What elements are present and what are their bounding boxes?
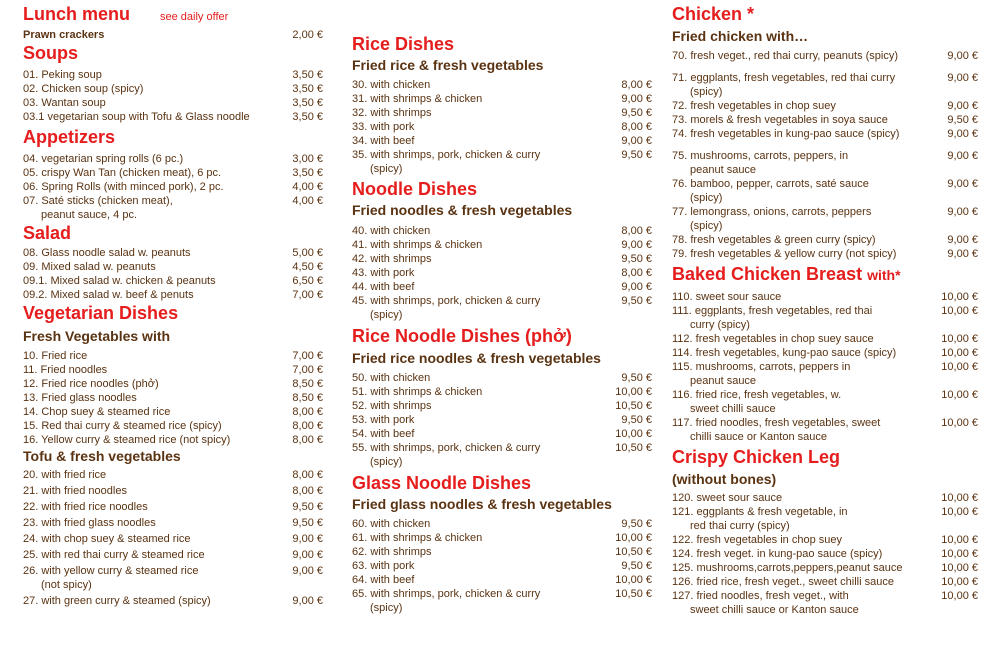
chicken-subheading: Fried chicken with… xyxy=(672,28,809,44)
rice-noodle-item-list xyxy=(352,371,652,469)
menu-item-name: 31. with shrimps & chicken xyxy=(352,93,483,105)
rice-item-list xyxy=(352,78,652,176)
menu-item-price: 7,00 € xyxy=(292,364,323,376)
menu-item xyxy=(672,332,978,346)
menu-item-name-continued: sweet chilli sauce or Kanton sauce xyxy=(690,604,859,616)
menu-item-name: 03. Wantan soup xyxy=(23,97,106,109)
menu-item xyxy=(23,28,323,42)
menu-item-price: 3,50 € xyxy=(292,111,323,123)
menu-item-name: 25. with red thai curry & steamed rice xyxy=(23,549,205,561)
menu-item xyxy=(23,96,323,110)
menu-item-price: 10,00 € xyxy=(941,534,978,546)
menu-item xyxy=(23,68,323,82)
menu-item-name: 32. with shrimps xyxy=(352,107,432,119)
menu-item xyxy=(352,531,652,545)
appetizer-item-list xyxy=(23,152,323,222)
menu-item-price: 10,00 € xyxy=(941,361,978,373)
baked-chicken-breast-heading xyxy=(672,263,978,286)
menu-item xyxy=(352,92,652,106)
menu-item-name: 08. Glass noodle salad w. peanuts xyxy=(23,247,191,259)
menu-item-price: 8,00 € xyxy=(292,420,323,432)
menu-item-name: 125. mushrooms,carrots,peppers,peanut sauce xyxy=(672,562,903,574)
section-title-suffix: with* xyxy=(867,267,901,283)
menu-item-name: 76. bamboo, pepper, carrots, saté sauce (spicy) xyxy=(672,177,934,205)
menu-item xyxy=(352,120,652,134)
menu-item-name: 50. with chicken xyxy=(352,372,431,384)
menu-item-name: 122. fresh vegetables in chop suey xyxy=(672,534,843,546)
noodle-dishes-heading: Noodle Dishes xyxy=(352,179,478,199)
menu-item-price: 9,00 € xyxy=(947,50,978,62)
lunch-item-list xyxy=(23,28,323,42)
menu-item xyxy=(352,399,652,413)
tofu-item-list xyxy=(23,468,323,608)
menu-item-price: 9,00 € xyxy=(292,533,323,545)
menu-item-price: 9,50 € xyxy=(621,372,652,384)
menu-item-name-continued: peanut sauce, 4 pc. xyxy=(41,209,138,221)
menu-item-name: 04. vegetarian spring rolls (6 pc.) xyxy=(23,153,184,165)
menu-item-name: Prawn crackers xyxy=(23,29,105,41)
menu-item-name: 60. with chicken xyxy=(352,518,431,530)
menu-item-name: 126. fried rice, fresh veget., sweet chilli sauce xyxy=(672,576,894,588)
menu-item-name: 11. Fried noodles xyxy=(23,364,108,376)
menu-item xyxy=(23,274,323,288)
menu-item-price: 8,00 € xyxy=(621,79,652,91)
menu-item-name: 09.1. Mixed salad w. chicken & peanuts xyxy=(23,275,216,287)
menu-item-price: 9,00 € xyxy=(621,281,652,293)
menu-item-price: 8,00 € xyxy=(621,225,652,237)
menu-item xyxy=(672,547,978,561)
menu-item-price: 9,50 € xyxy=(621,414,652,426)
chicken-item-list xyxy=(672,49,978,261)
menu-item-price: 8,00 € xyxy=(292,406,323,418)
menu-item-name: 21. with fried noodles xyxy=(23,485,127,497)
menu-item-name: 124. fresh veget. in kung-pao sauce (spicy) xyxy=(672,548,883,560)
menu-item-price: 10,00 € xyxy=(615,428,652,440)
menu-item-name: 27. with green curry & steamed (spicy) xyxy=(23,595,211,607)
menu-item-price: 9,00 € xyxy=(947,248,978,260)
menu-item-name: 01. Peking soup xyxy=(23,69,102,81)
menu-item-price: 8,50 € xyxy=(292,378,323,390)
menu-item xyxy=(672,388,978,416)
menu-item-name: 115. mushrooms, carrots, peppers in peanut sauce xyxy=(672,360,934,388)
menu-item-name: 65. with shrimps, pork, chicken & curry (spicy) xyxy=(352,587,608,615)
menu-item-name: 22. with fried rice noodles xyxy=(23,501,148,513)
menu-item-name: 14. Chop suey & steamed rice xyxy=(23,406,171,418)
menu-item-name: 114. fresh vegetables, kung-pao sauce (spicy) xyxy=(672,347,897,359)
menu-item xyxy=(672,589,978,617)
menu-item-price: 9,50 € xyxy=(292,517,323,529)
menu-item-name-continued: (spicy) xyxy=(690,220,723,232)
menu-item xyxy=(672,561,978,575)
menu-item xyxy=(23,82,323,96)
menu-item-name: 35. with shrimps, pork, chicken & curry (spicy) xyxy=(352,148,608,176)
menu-item-price: 4,50 € xyxy=(292,261,323,273)
menu-item-price: 9,50 € xyxy=(292,501,323,513)
menu-item xyxy=(672,127,978,141)
menu-item-name-continued: red thai curry (spicy) xyxy=(690,520,790,532)
menu-item-price: 9,00 € xyxy=(292,549,323,561)
menu-item xyxy=(23,548,323,562)
menu-item-name: 71. eggplants, fresh vegetables, red thai curry (spicy) xyxy=(672,71,934,99)
menu-item xyxy=(23,152,323,166)
menu-item-name: 120. sweet sour sauce xyxy=(672,492,783,504)
menu-item-name: 112. fresh vegetables in chop suey sauce xyxy=(672,333,874,345)
menu-item-price: 10,00 € xyxy=(941,492,978,504)
salad-item-list xyxy=(23,246,323,302)
menu-item-price: 9,00 € xyxy=(947,72,978,84)
menu-item-price: 10,50 € xyxy=(615,588,652,600)
menu-item-name: 52. with shrimps xyxy=(352,400,432,412)
crispy-chicken-leg-subheading: (without bones) xyxy=(672,471,777,487)
menu-item xyxy=(23,349,323,363)
soups-heading: Soups xyxy=(23,43,79,63)
menu-item-price: 9,00 € xyxy=(947,100,978,112)
menu-item-name: 45. with shrimps, pork, chicken & curry (spicy) xyxy=(352,294,608,322)
menu-item xyxy=(23,433,323,447)
menu-item xyxy=(672,99,978,113)
menu-item-price: 10,00 € xyxy=(941,548,978,560)
menu-item xyxy=(23,180,323,194)
menu-item-name: 13. Fried glass noodles xyxy=(23,392,137,404)
menu-item-price: 9,50 € xyxy=(621,149,652,161)
menu-item-price: 5,00 € xyxy=(292,247,323,259)
menu-item-name: 127. fried noodles, fresh veget., with sweet chilli sauce or Kanton sauce xyxy=(672,589,934,617)
menu-item-price: 3,00 € xyxy=(292,153,323,165)
menu-item xyxy=(672,416,978,444)
menu-item-name: 74. fresh vegetables in kung-pao sauce (spicy) xyxy=(672,128,900,140)
menu-item-name-continued: peanut sauce xyxy=(690,375,757,387)
glass-noodle-item-list xyxy=(352,517,652,615)
menu-column-1 xyxy=(23,0,323,608)
menu-item-price: 9,00 € xyxy=(947,128,978,140)
section-title: Baked Chicken Breast xyxy=(672,264,863,284)
rice-dishes-heading: Rice Dishes xyxy=(352,34,455,54)
menu-item xyxy=(23,516,323,530)
menu-item-name-continued: (spicy) xyxy=(690,86,723,98)
menu-item-price: 3,50 € xyxy=(292,167,323,179)
vegetarian-item-list xyxy=(23,349,323,447)
menu-item-name: 53. with pork xyxy=(352,414,415,426)
menu-item xyxy=(352,413,652,427)
menu-item-price: 8,50 € xyxy=(292,392,323,404)
menu-item-name: 79. fresh vegetables & yellow curry (not spicy) xyxy=(672,248,897,260)
crispy-chicken-leg-heading: Crispy Chicken Leg xyxy=(672,447,841,467)
menu-item-name: 116. fried rice, fresh vegetables, w. sweet chilli sauce xyxy=(672,388,934,416)
menu-item xyxy=(23,500,323,514)
menu-item xyxy=(672,247,978,261)
menu-item xyxy=(352,559,652,573)
menu-item-name: 10. Fried rice xyxy=(23,350,88,362)
menu-item xyxy=(23,363,323,377)
menu-item-price: 10,00 € xyxy=(615,532,652,544)
section-title: Lunch menu xyxy=(23,4,130,24)
menu-item-name: 111. eggplants, fresh vegetables, red thai curry (spicy) xyxy=(672,304,934,332)
menu-item-price: 3,50 € xyxy=(292,69,323,81)
tofu-subheading: Tofu & fresh vegetables xyxy=(23,448,181,464)
crispy-chicken-leg-item-list xyxy=(672,491,978,617)
menu-item-name: 63. with pork xyxy=(352,560,415,572)
chicken-heading: Chicken * xyxy=(672,4,755,24)
menu-item-name: 43. with pork xyxy=(352,267,415,279)
menu-item-price: 9,00 € xyxy=(621,239,652,251)
menu-item-price: 10,00 € xyxy=(941,576,978,588)
menu-item-price: 8,00 € xyxy=(292,485,323,497)
menu-item xyxy=(672,113,978,127)
menu-item xyxy=(352,148,652,176)
menu-item-name: 16. Yellow curry & steamed rice (not spicy) xyxy=(23,434,231,446)
menu-item-price: 9,50 € xyxy=(947,114,978,126)
vegetarian-subheading: Fresh Vegetables with xyxy=(23,328,171,344)
menu-item xyxy=(672,290,978,304)
menu-item xyxy=(352,587,652,615)
menu-item-name: 24. with chop suey & steamed rice xyxy=(23,533,191,545)
menu-item xyxy=(23,288,323,302)
menu-item-price: 9,50 € xyxy=(621,560,652,572)
menu-item xyxy=(672,533,978,547)
menu-item xyxy=(23,260,323,274)
menu-item xyxy=(352,573,652,587)
menu-item-name: 09.2. Mixed salad w. beef & penuts xyxy=(23,289,194,301)
glass-noodle-heading: Glass Noodle Dishes xyxy=(352,473,532,493)
menu-item-price: 10,00 € xyxy=(941,506,978,518)
menu-item xyxy=(672,233,978,247)
menu-item-name: 117. fried noodles, fresh vegetables, sweet chilli sauce or Kanton sauce xyxy=(672,416,934,444)
menu-item-price: 9,00 € xyxy=(292,595,323,607)
menu-item-price: 2,00 € xyxy=(292,29,323,41)
menu-item xyxy=(352,371,652,385)
rice-noodle-heading: Rice Noodle Dishes (phở) xyxy=(352,326,572,346)
menu-item xyxy=(352,427,652,441)
lunch-menu-heading xyxy=(23,3,323,28)
menu-item-name: 55. with shrimps, pork, chicken & curry (spicy) xyxy=(352,441,608,469)
menu-item-price: 10,50 € xyxy=(615,400,652,412)
baked-chicken-breast-item-list xyxy=(672,290,978,444)
menu-item-name: 02. Chicken soup (spicy) xyxy=(23,83,144,95)
menu-item-price: 9,50 € xyxy=(621,107,652,119)
salad-heading: Salad xyxy=(23,223,72,243)
menu-item xyxy=(23,166,323,180)
menu-item-name: 42. with shrimps xyxy=(352,253,432,265)
menu-item-name: 61. with shrimps & chicken xyxy=(352,532,483,544)
appetizers-heading: Appetizers xyxy=(23,127,116,147)
menu-item xyxy=(352,441,652,469)
menu-item xyxy=(23,468,323,482)
menu-item xyxy=(352,280,652,294)
menu-item-name: 64. with beef xyxy=(352,574,415,586)
menu-item-price: 9,00 € xyxy=(947,178,978,190)
menu-item xyxy=(23,377,323,391)
menu-item-price: 3,50 € xyxy=(292,97,323,109)
menu-item-name: 41. with shrimps & chicken xyxy=(352,239,483,251)
menu-item-name: 78. fresh vegetables & green curry (spicy) xyxy=(672,234,876,246)
menu-item-price: 6,50 € xyxy=(292,275,323,287)
menu-item-name-continued: chilli sauce or Kanton sauce xyxy=(690,431,827,443)
menu-item-name: 51. with shrimps & chicken xyxy=(352,386,483,398)
menu-item-name: 09. Mixed salad w. peanuts xyxy=(23,261,156,273)
menu-item-price: 10,00 € xyxy=(941,305,978,317)
menu-item-name: 121. eggplants & fresh vegetable, in red thai curry (spicy) xyxy=(672,505,934,533)
menu-item-name: 33. with pork xyxy=(352,121,415,133)
menu-item-price: 10,00 € xyxy=(941,590,978,602)
menu-item-name-continued: (spicy) xyxy=(370,456,403,468)
menu-item-price: 10,00 € xyxy=(941,333,978,345)
menu-item-name: 26. with yellow curry & steamed rice (not spicy) xyxy=(23,564,279,592)
menu-item-price: 8,00 € xyxy=(292,469,323,481)
menu-item xyxy=(672,49,978,63)
menu-item-name-continued: (spicy) xyxy=(370,309,403,321)
menu-item-price: 4,00 € xyxy=(292,195,323,207)
rice-noodle-subheading: Fried rice noodles & fresh vegetables xyxy=(352,350,601,366)
menu-item-name: 15. Red thai curry & steamed rice (spicy) xyxy=(23,420,222,432)
menu-item xyxy=(672,491,978,505)
menu-item-price: 8,00 € xyxy=(621,267,652,279)
menu-item-price: 10,00 € xyxy=(941,417,978,429)
menu-column-2 xyxy=(352,0,652,615)
menu-item xyxy=(23,194,323,222)
menu-item xyxy=(23,564,323,592)
noodle-dishes-subheading: Fried noodles & fresh vegetables xyxy=(352,202,573,218)
menu-item xyxy=(352,294,652,322)
menu-item xyxy=(352,517,652,531)
menu-item-name: 23. with fried glass noodles xyxy=(23,517,156,529)
menu-item-name: 54. with beef xyxy=(352,428,415,440)
menu-item-name: 70. fresh veget., red thai curry, peanuts (spicy) xyxy=(672,50,899,62)
menu-item-price: 9,00 € xyxy=(621,93,652,105)
menu-item xyxy=(672,149,978,177)
rice-dishes-subheading: Fried rice & fresh vegetables xyxy=(352,57,544,73)
vegetarian-heading: Vegetarian Dishes xyxy=(23,303,179,323)
menu-item-name: 34. with beef xyxy=(352,135,415,147)
glass-noodle-subheading: Fried glass noodles & fresh vegetables xyxy=(352,496,612,512)
menu-item-name: 62. with shrimps xyxy=(352,546,432,558)
menu-item-price: 10,00 € xyxy=(615,574,652,586)
soup-item-list xyxy=(23,68,323,124)
menu-item-price: 10,50 € xyxy=(615,442,652,454)
menu-item-name: 73. morels & fresh vegetables in soya sauce xyxy=(672,114,888,126)
menu-item xyxy=(672,360,978,388)
menu-item-price: 10,00 € xyxy=(615,386,652,398)
menu-item-name-continued: peanut sauce xyxy=(690,164,757,176)
menu-item xyxy=(352,238,652,252)
noodle-item-list xyxy=(352,224,652,322)
menu-item-price: 10,50 € xyxy=(615,546,652,558)
menu-item xyxy=(672,71,978,99)
menu-item-name: 77. lemongrass, onions, carrots, peppers (spicy) xyxy=(672,205,934,233)
menu-item-price: 9,50 € xyxy=(621,253,652,265)
menu-item-price: 9,00 € xyxy=(947,206,978,218)
menu-item-price: 7,00 € xyxy=(292,289,323,301)
menu-item xyxy=(23,419,323,433)
menu-item-price: 10,00 € xyxy=(941,562,978,574)
menu-item xyxy=(352,134,652,148)
menu-item-price: 9,00 € xyxy=(621,135,652,147)
menu-item-name: 20. with fried rice xyxy=(23,469,107,481)
menu-item xyxy=(23,246,323,260)
menu-item-name: 03.1 vegetarian soup with Tofu & Glass noodle xyxy=(23,111,250,123)
menu-item-name-continued: (spicy) xyxy=(370,163,403,175)
menu-item xyxy=(23,391,323,405)
menu-item-price: 9,50 € xyxy=(621,518,652,530)
menu-item xyxy=(672,575,978,589)
menu-item xyxy=(352,385,652,399)
menu-item-name-continued: sweet chilli sauce xyxy=(690,403,776,415)
menu-column-3 xyxy=(672,0,978,617)
menu-item-name: 06. Spring Rolls (with minced pork), 2 pc. xyxy=(23,181,224,193)
menu-item-price: 9,00 € xyxy=(292,565,323,577)
menu-item-name: 07. Saté sticks (chicken meat), peanut sauce, 4 pc. xyxy=(23,194,279,222)
menu-item xyxy=(23,532,323,546)
menu-item-name: 75. mushrooms, carrots, peppers, in peanut sauce xyxy=(672,149,934,177)
menu-item xyxy=(672,505,978,533)
menu-item xyxy=(352,106,652,120)
menu-item-name: 110. sweet sour sauce xyxy=(672,291,782,303)
menu-item-price: 10,00 € xyxy=(941,389,978,401)
menu-item xyxy=(23,110,323,124)
menu-item-name: 05. crispy Wan Tan (chicken meat), 6 pc. xyxy=(23,167,222,179)
menu-item-name-continued: curry (spicy) xyxy=(690,319,750,331)
menu-item-name: 44. with beef xyxy=(352,281,415,293)
menu-item xyxy=(352,545,652,559)
menu-item-name: 12. Fried rice noodles (phở) xyxy=(23,378,159,390)
menu-item-name-continued: (not spicy) xyxy=(41,579,92,591)
menu-item xyxy=(23,405,323,419)
menu-item-price: 3,50 € xyxy=(292,83,323,95)
menu-item-name-continued: (spicy) xyxy=(370,602,403,614)
menu-item xyxy=(352,252,652,266)
menu-item-name-continued: (spicy) xyxy=(690,192,723,204)
menu-item xyxy=(352,224,652,238)
menu-item-name: 30. with chicken xyxy=(352,79,431,91)
menu-item xyxy=(352,78,652,92)
menu-item xyxy=(23,484,323,498)
menu-item-price: 10,00 € xyxy=(941,347,978,359)
menu-item xyxy=(672,205,978,233)
menu-item-price: 4,00 € xyxy=(292,181,323,193)
menu-item-price: 10,00 € xyxy=(941,291,978,303)
menu-item-price: 9,00 € xyxy=(947,150,978,162)
menu-item-price: 8,00 € xyxy=(292,434,323,446)
menu-item xyxy=(352,266,652,280)
menu-item xyxy=(23,594,323,608)
daily-offer-note: see daily offer xyxy=(160,11,229,23)
menu-item xyxy=(672,177,978,205)
menu-item-price: 9,50 € xyxy=(621,295,652,307)
menu-item-price: 8,00 € xyxy=(621,121,652,133)
menu-item-name: 72. fresh vegetables in chop suey xyxy=(672,100,836,112)
menu-item xyxy=(672,346,978,360)
menu-item-name: 40. with chicken xyxy=(352,225,431,237)
menu-item-price: 9,00 € xyxy=(947,234,978,246)
menu-item-price: 7,00 € xyxy=(292,350,323,362)
menu-item xyxy=(672,304,978,332)
